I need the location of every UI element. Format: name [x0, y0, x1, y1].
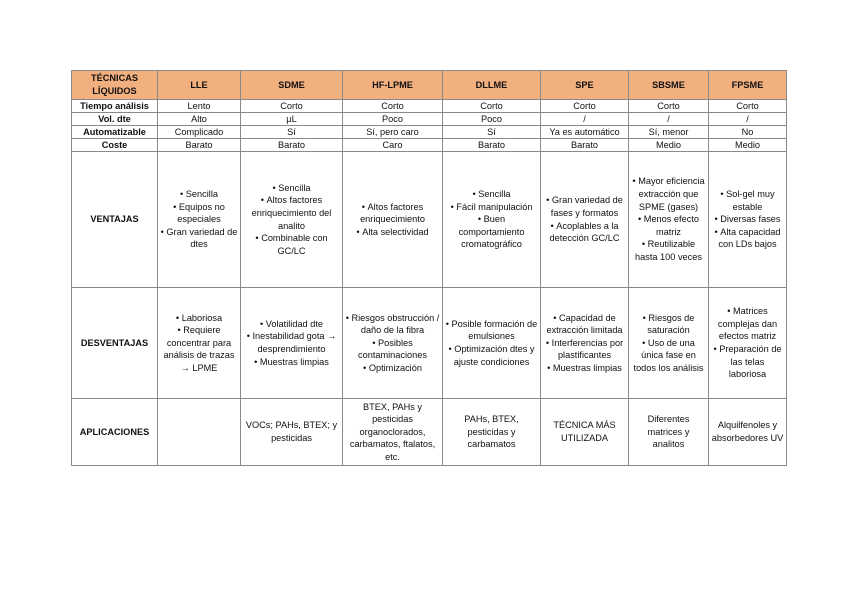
- bullet-item: • Mayor eficiencia extracción que SPME (gases): [631, 175, 706, 213]
- row-vol-dte: [72, 113, 787, 126]
- table-cell: Poco: [443, 113, 541, 126]
- table-cell: [541, 152, 629, 288]
- bullet-list: [160, 188, 238, 251]
- techniques-comparison-table: [71, 70, 787, 466]
- bullet-item: • Optimización: [345, 362, 440, 375]
- header-row: [72, 71, 787, 100]
- bullet-item: • Altos factores enriquecimiento: [345, 201, 440, 226]
- table-cell: [443, 152, 541, 288]
- table-cell: Corto: [629, 100, 709, 113]
- table-cell: [709, 288, 787, 399]
- table-cell: TÉCNICA MÁS UTILIZADA: [541, 399, 629, 466]
- bullet-item: • Riesgos obstrucción / daño de la fibra: [345, 312, 440, 337]
- table-cell: VOCs; PAHs, BTEX; y pesticidas: [241, 399, 343, 466]
- bullet-item: • Posibles contaminaciones: [345, 337, 440, 362]
- table-cell: Barato: [541, 139, 629, 152]
- bullet-item: • Preparación de las telas laboriosa: [711, 343, 784, 381]
- row-label: Coste: [72, 139, 158, 152]
- bullet-list: [631, 175, 706, 263]
- row-desventajas: [72, 288, 787, 399]
- bullet-item: • Acoplables a la detección GC/LC: [543, 220, 626, 245]
- table-cell: µL: [241, 113, 343, 126]
- corner-header: TÉCNICAS LÍQUIDOS: [72, 71, 158, 100]
- bullet-list: [160, 312, 238, 375]
- table-cell: [241, 288, 343, 399]
- bullet-item: • Fácil manipulación: [445, 201, 538, 214]
- table-cell: [629, 288, 709, 399]
- bullet-list: [711, 305, 784, 381]
- table-cell: Sí: [443, 126, 541, 139]
- row-label: Vol. dte: [72, 113, 158, 126]
- bullet-list: [345, 312, 440, 375]
- table-cell: [158, 399, 241, 466]
- bullet-item: • Gran variedad de dtes: [160, 226, 238, 251]
- row-label: APLICACIONES: [72, 399, 158, 466]
- bullet-item: • Muestras limpias: [243, 356, 340, 369]
- bullet-item: • Capacidad de extracción limitada: [543, 312, 626, 337]
- column-header-dllme: DLLME: [443, 71, 541, 100]
- table-cell: Ya es automático: [541, 126, 629, 139]
- bullet-item: • Reutilizable hasta 100 veces: [631, 238, 706, 263]
- bullet-item: • Matrices complejas dan efectos matriz: [711, 305, 784, 343]
- bullet-item: • Inestabilidad gota → desprendimiento: [243, 330, 340, 355]
- row-label: Tiempo análisis: [72, 100, 158, 113]
- table-cell: Lento: [158, 100, 241, 113]
- bullet-item: • Sencilla: [243, 182, 340, 195]
- table-cell: Poco: [343, 113, 443, 126]
- row-label: VENTAJAS: [72, 152, 158, 288]
- table-cell: Corto: [343, 100, 443, 113]
- table-cell: Alquilfenoles y absorbedores UV: [709, 399, 787, 466]
- table-cell: Sí, menor: [629, 126, 709, 139]
- table-cell: [158, 288, 241, 399]
- table-cell: [541, 288, 629, 399]
- column-header-spe: SPE: [541, 71, 629, 100]
- table-cell: [629, 152, 709, 288]
- bullet-item: • Riesgos de saturación: [631, 312, 706, 337]
- table-cell: Corto: [241, 100, 343, 113]
- table-cell: /: [541, 113, 629, 126]
- bullet-list: [445, 188, 538, 251]
- row-ventajas: [72, 152, 787, 288]
- column-header-fpsme: FPSME: [709, 71, 787, 100]
- bullet-list: [243, 318, 340, 368]
- table-cell: No: [709, 126, 787, 139]
- table-cell: [158, 152, 241, 288]
- bullet-list: [345, 201, 440, 239]
- bullet-item: • Menos efecto matriz: [631, 213, 706, 238]
- bullet-item: • Gran variedad de fases y formatos: [543, 194, 626, 219]
- row-aplicaciones: [72, 399, 787, 466]
- table-cell: Barato: [443, 139, 541, 152]
- table-cell: Corto: [443, 100, 541, 113]
- bullet-item: • Posible formación de emulsiones: [445, 318, 538, 343]
- table-cell: Barato: [158, 139, 241, 152]
- table-cell: Medio: [629, 139, 709, 152]
- bullet-item: • Alta selectividad: [345, 226, 440, 239]
- bullet-item: • Equipos no especiales: [160, 201, 238, 226]
- bullet-item: • Interferencias por plastificantes: [543, 337, 626, 362]
- bullet-list: [631, 312, 706, 375]
- bullet-item: • Combinable con GC/LC: [243, 232, 340, 257]
- bullet-item: • Muestras limpias: [543, 362, 626, 375]
- bullet-item: • Optimización dtes y ajuste condiciones: [445, 343, 538, 368]
- bullet-list: [543, 194, 626, 244]
- row-automatizable: [72, 126, 787, 139]
- table-cell: Corto: [709, 100, 787, 113]
- row-label: Automatizable: [72, 126, 158, 139]
- row-coste: [72, 139, 787, 152]
- row-tiempo-analisis: [72, 100, 787, 113]
- bullet-item: • Sencilla: [160, 188, 238, 201]
- table-cell: [343, 152, 443, 288]
- bullet-list: [711, 188, 784, 251]
- row-label: DESVENTAJAS: [72, 288, 158, 399]
- bullet-list: [543, 312, 626, 375]
- table-cell: PAHs, BTEX, pesticidas y carbamatos: [443, 399, 541, 466]
- table-cell: Medio: [709, 139, 787, 152]
- bullet-item: • Alta capacidad con LDs bajos: [711, 226, 784, 251]
- bullet-item: • Altos factores enriquecimiento del analito: [243, 194, 340, 232]
- table-cell: Corto: [541, 100, 629, 113]
- bullet-list: [445, 318, 538, 368]
- column-header-sdme: SDME: [241, 71, 343, 100]
- table-cell: /: [709, 113, 787, 126]
- bullet-item: • Buen comportamiento cromatográfico: [445, 213, 538, 251]
- table-cell: Sí, pero caro: [343, 126, 443, 139]
- bullet-item: • Sencilla: [445, 188, 538, 201]
- column-header-sbsme: SBSME: [629, 71, 709, 100]
- table-cell: [241, 152, 343, 288]
- bullet-item: • Requiere concentrar para análisis de trazas → LPME: [160, 324, 238, 374]
- bullet-list: [243, 182, 340, 258]
- bullet-item: • Sol-gel muy estable: [711, 188, 784, 213]
- table-cell: Complicado: [158, 126, 241, 139]
- table-cell: BTEX, PAHs y pesticidas organoclorados, carbamatos, ftalatos, etc.: [343, 399, 443, 466]
- table-cell: [709, 152, 787, 288]
- table-cell: [343, 288, 443, 399]
- table-cell: Alto: [158, 113, 241, 126]
- bullet-item: • Diversas fases: [711, 213, 784, 226]
- table-cell: Caro: [343, 139, 443, 152]
- bullet-item: • Volatilidad dte: [243, 318, 340, 331]
- bullet-item: • Laboriosa: [160, 312, 238, 325]
- table-cell: [443, 288, 541, 399]
- column-header-lle: LLE: [158, 71, 241, 100]
- table-cell: Barato: [241, 139, 343, 152]
- table-cell: Sí: [241, 126, 343, 139]
- table-cell: Diferentes matrices y analitos: [629, 399, 709, 466]
- table-cell: /: [629, 113, 709, 126]
- bullet-item: • Uso de una única fase en todos los análisis: [631, 337, 706, 375]
- column-header-hf-lpme: HF-LPME: [343, 71, 443, 100]
